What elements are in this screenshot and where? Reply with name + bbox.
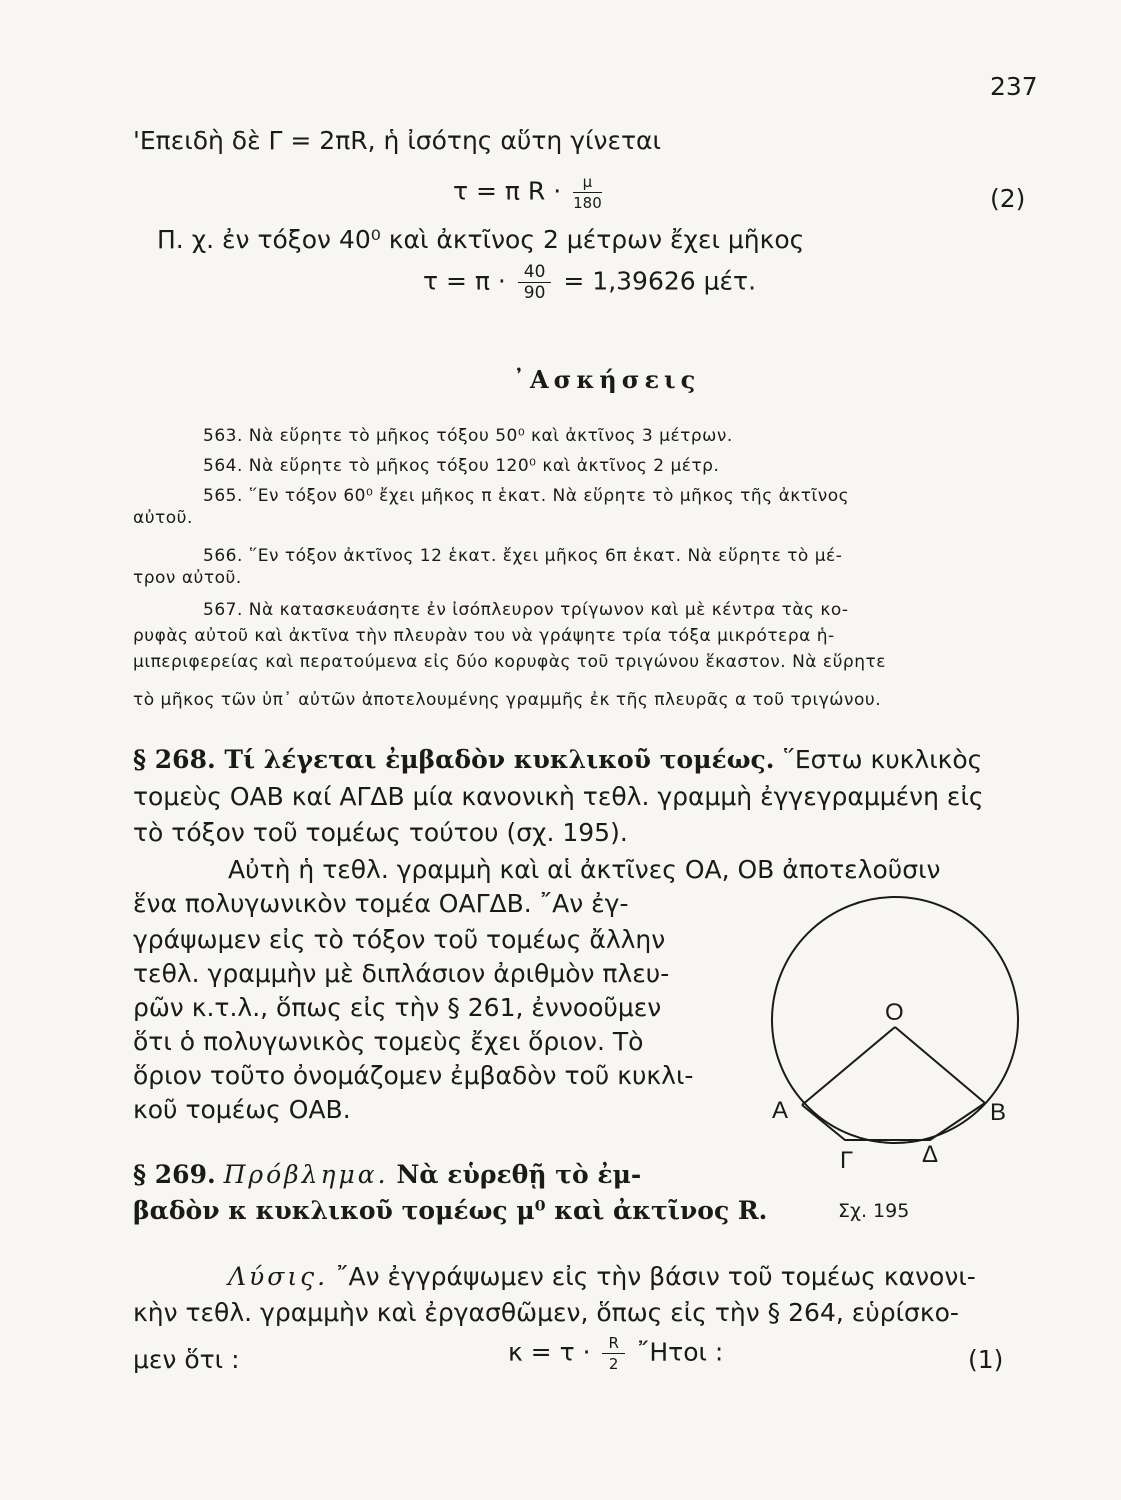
formula-2-numerator: μ [573, 172, 602, 193]
exercise-567-line2: ρυφὰς αὐτοῦ καὶ ἀκτῖνα τὴν πλευρὰν του νὰ γράψητε τρία τόξα μικρότερα ἡ- [133, 626, 835, 646]
section-268-line1 [133, 745, 982, 774]
section-268-para2-line1: Αὐτὴ ἡ τεθλ. γραμμὴ καὶ αἱ ἀκτῖνες ΟΑ, ΟΒ ἀποτελοῦσιν [228, 855, 941, 884]
label-a: A [772, 1097, 789, 1124]
exercise-563: 563. Νὰ εὕρητε τὸ μῆκος τόξου 50⁰ καὶ ἀκτῖνος 3 μέτρων. [203, 426, 733, 446]
exercise-565-cont: αὐτοῦ. [133, 508, 193, 528]
figure-caption: Σχ. 195 [838, 1200, 910, 1222]
formula-3-right: = 1,39626 μέτ. [563, 266, 757, 296]
formula-1-denominator: 2 [608, 1355, 619, 1373]
equation-number-2: (2) [990, 184, 1026, 213]
section-268-line2: τομεὺς ΟΑΒ καί ΑΓΔΒ μία κανονικὴ τεθλ. γραμμὴ ἐγγεγραμμένη εἰς [133, 782, 984, 811]
section-269-line2: βαδὸν κ κυκλικοῦ τομέως μ⁰ καὶ ἀκτῖνος R. [133, 1196, 768, 1225]
exercises-heading: ᾿Ασκήσεις [513, 365, 701, 394]
section-268-para2-line7: ὅριον τοῦτο ὀνομάζομεν ἐμβαδὸν τοῦ κυκλι- [133, 1061, 694, 1090]
section-268-para2-line8: κοῦ τομέως ΟΑΒ. [133, 1095, 351, 1124]
formula-2 [453, 172, 606, 213]
label-gamma: Γ [840, 1147, 854, 1174]
section-268-para2-line3: γράψωμεν εἰς τὸ τόξον τοῦ τομέως ἄλλην [133, 925, 666, 954]
exercise-565: 565. ῞Εν τόξον 60⁰ ἔχει μῆκος π ἑκατ. Νὰ εὕρητε τὸ μῆκος τῆς ἀκτῖνος [203, 486, 850, 506]
formula-3-fraction [518, 262, 552, 303]
section-269-label: Πρόβλημα. [223, 1160, 389, 1189]
exercise-564: 564. Νὰ εὕρητε τὸ μῆκος τόξου 120⁰ καὶ ἀκτῖνος 2 μέτρ. [203, 456, 720, 476]
section-268-para2-line6: ὅτι ὁ πολυγωνικὸς τομεὺς ἔχει ὅριον. Τὸ [133, 1027, 644, 1056]
label-o: O [885, 999, 904, 1026]
exercise-567-line3: μιπεριφερείας καὶ περατούμενα εἰς δύο κορυφὰς τοῦ τριγώνου ἕκαστον. Νὰ εὕρητε [133, 652, 886, 672]
solution-line2: κὴν τεθλ. γραμμὴν καὶ ἐργασθῶμεν, ὅπως εἰς τὴν § 264, εὑρίσκο- [133, 1298, 959, 1327]
equation-number-1: (1) [968, 1345, 1004, 1374]
formula-2-left: τ = π R · [453, 176, 562, 206]
formula-1-fraction [602, 1333, 624, 1374]
section-268-para2-line5: ρῶν κ.τ.λ., ὅπως εἰς τὴν § 261, ἐννοοῦμεν [133, 993, 662, 1022]
formula-3-left: τ = π · [423, 266, 506, 296]
page-number: 237 [990, 72, 1038, 101]
section-268-para2-line4: τεθλ. γραμμὴν μὲ διπλάσιον ἀριθμὸν πλευ- [133, 959, 670, 988]
label-b: B [990, 1099, 1007, 1126]
formula-1-numerator: R [602, 1333, 624, 1354]
figure-195 [760, 880, 1060, 1190]
section-268-line3: τὸ τόξον τοῦ τομέως τούτου (σχ. 195). [133, 818, 628, 847]
label-delta: Δ [922, 1141, 939, 1168]
section-268-para2-line2: ἕνα πολυγωνικὸν τομέα ΟΑΓΔΒ. ῎Αν ἐγ- [133, 889, 629, 918]
formula-1-left: κ = τ · [508, 1337, 591, 1367]
section-269-line1 [133, 1160, 641, 1189]
solution-label: Λύσις. [228, 1262, 329, 1291]
formula-3 [423, 262, 756, 303]
formula-2-fraction [573, 172, 602, 213]
formula-3-numerator: 40 [518, 262, 552, 283]
solution-line3-start: μεν ὅτι : [133, 1345, 240, 1374]
intro-line: 'Επειδὴ δὲ Γ = 2πR, ἡ ἰσότης αὕτη γίνεται [133, 126, 661, 155]
exercise-566-cont: τρον αὐτοῦ. [133, 568, 242, 588]
formula-1-right: ῎Ητοι : [636, 1337, 724, 1367]
exercise-567-line4: τὸ μῆκος τῶν ὑπ᾿ αὐτῶν ἀποτελουμένης γραμμῆς ἐκ τῆς πλευρᾶς α τοῦ τριγώνου. [133, 690, 882, 710]
solution-line1-rest: ῎Αν ἐγγράψωμεν εἰς τὴν βάσιν τοῦ τομέως κανονι- [336, 1262, 976, 1291]
section-269-number: § 269. [133, 1160, 216, 1189]
exercise-567: 567. Νὰ κατασκευάσητε ἐν ἰσόπλευρον τρίγωνον καὶ μὲ κέντρα τὰς κο- [203, 600, 849, 620]
inscribed-polyline [802, 1103, 985, 1140]
radius-ob [895, 1027, 985, 1103]
radius-oa [802, 1027, 895, 1105]
section-268-title: § 268. Τί λέγεται ἐμβαδὸν κυκλικοῦ τομέως. [133, 745, 775, 774]
formula-1 [508, 1333, 723, 1374]
section-268-line1-rest: ῞Εστω κυκλικὸς [782, 745, 983, 774]
exercise-566: 566. ῞Εν τόξον ἀκτῖνος 12 ἑκατ. ἔχει μῆκος 6π ἑκατ. Νὰ εὕρητε τὸ μέ- [203, 546, 843, 566]
formula-2-denominator: 180 [573, 194, 602, 212]
formula-3-denominator: 90 [523, 283, 546, 303]
example-line: Π. χ. ἐν τόξον 40⁰ καὶ ἀκτῖνος 2 μέτρων ἔχει μῆκος [157, 225, 805, 254]
solution-line1 [228, 1262, 976, 1291]
section-269-line1-rest: Νὰ εὑρεθῇ τὸ ἐμ- [396, 1160, 642, 1189]
